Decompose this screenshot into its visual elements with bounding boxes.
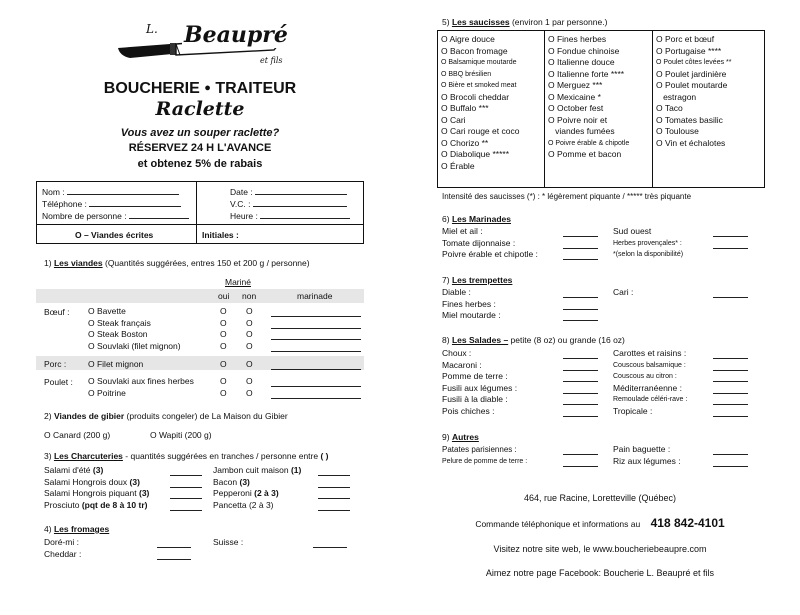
- list-item[interactable]: O Bavette: [88, 306, 126, 316]
- list-item[interactable]: O Poulet moutarde: [656, 80, 728, 90]
- list-item[interactable]: Macaroni :: [442, 359, 482, 370]
- list-item[interactable]: Pain baguette :: [613, 444, 671, 454]
- non-radio[interactable]: O: [246, 306, 253, 316]
- telephone-field[interactable]: Téléphone :: [42, 198, 181, 209]
- marinades-right-lines[interactable]: [713, 226, 748, 249]
- list-item[interactable]: O Poitrine: [88, 387, 126, 398]
- s8-heading: 8) Les Salades – petite (8 oz) ou grande (16 oz): [442, 335, 625, 345]
- marinade-lines-boeuf[interactable]: [271, 305, 361, 352]
- availability-note: *(selon la disponibilité): [613, 251, 684, 258]
- marinades-left: [442, 226, 538, 261]
- non-header: non: [242, 291, 257, 301]
- oui-radio[interactable]: O: [220, 306, 227, 316]
- s4-heading: 4) Les fromages: [44, 524, 110, 534]
- address: 464, rue Racine, Loretteville (Québec): [523, 493, 677, 503]
- marinade-line[interactable]: [271, 369, 361, 370]
- marinade-header: marinade: [297, 291, 333, 301]
- list-item[interactable]: O Cari: [441, 114, 466, 125]
- intensity-note: Intensité des saucisses (*) : * légèrement piquante / ***** très piquante: [442, 192, 692, 201]
- list-item[interactable]: Salami d'été (3): [44, 465, 104, 475]
- tagline-1: Vous avez un souper raclette?: [120, 127, 280, 139]
- charcuterie-left: [44, 465, 149, 511]
- list-item[interactable]: Choux :: [442, 348, 472, 358]
- list-item[interactable]: Carottes et raisins :: [613, 348, 687, 358]
- list-item[interactable]: O Vin et échalotes: [656, 137, 726, 148]
- autres-left: [442, 444, 527, 467]
- saucisses-col-1: [441, 34, 519, 172]
- poulet-non: [246, 376, 253, 399]
- title-dot: ●: [204, 82, 211, 94]
- salades-left: [442, 348, 517, 417]
- marinades-left-lines[interactable]: [563, 226, 598, 260]
- tagline-3: et obtenez 5% de rabais: [137, 158, 263, 170]
- non-radio[interactable]: O: [246, 376, 253, 386]
- trempettes-left: [442, 287, 501, 322]
- poulet-label: Poulet :: [44, 377, 73, 387]
- list-item[interactable]: Salami Hongrois doux (3): [44, 476, 140, 487]
- list-item[interactable]: O Poivre noir et: [548, 114, 608, 125]
- s5-heading: 5) Les saucisses (environ 1 par personne.): [442, 17, 608, 27]
- list-item[interactable]: O Balsamique moutarde: [441, 59, 517, 66]
- list-item[interactable]: Doré-mi :: [44, 537, 79, 547]
- salades-right-lines[interactable]: [713, 348, 748, 417]
- website-line[interactable]: Visitez notre site web, le www.boucheriebeaupre.com: [493, 544, 707, 554]
- list-item[interactable]: O Chorizo **: [441, 137, 489, 148]
- list-item[interactable]: O Italienne forte ****: [548, 68, 625, 79]
- list-item[interactable]: Fusili aux légumes :: [442, 382, 518, 393]
- fromages-left-lines[interactable]: [157, 537, 191, 560]
- viandes-ecrites-checkbox[interactable]: O – Viandes écrites: [75, 230, 154, 240]
- list-item[interactable]: Sud ouest: [613, 226, 652, 236]
- logo-name: Beaupré: [184, 22, 288, 48]
- list-item[interactable]: Couscous balsamique :: [613, 361, 686, 369]
- s7-heading: 7) Les trempettes: [442, 275, 513, 285]
- nom-field[interactable]: Nom :: [42, 186, 179, 197]
- list-item[interactable]: O Taco: [656, 103, 683, 113]
- non-radio[interactable]: O: [246, 340, 253, 351]
- s2-heading: 2) Viandes de gibier (produits congeler) de La Maison du Gibier: [44, 411, 288, 421]
- list-item[interactable]: O Porc et bœuf: [656, 34, 715, 44]
- list-item[interactable]: Pancetta (2 à 3): [213, 499, 274, 510]
- list-item[interactable]: O Portugaise ****: [656, 45, 722, 56]
- saucisses-col-2: [548, 34, 629, 161]
- list-item[interactable]: O Pomme et bacon: [548, 149, 622, 159]
- boeuf-label: Bœuf :: [44, 307, 70, 317]
- list-item[interactable]: O Mexicaine *: [548, 91, 601, 102]
- list-item[interactable]: Pepperoni (2 à 3): [213, 488, 279, 498]
- logo: [110, 14, 290, 74]
- canard-option[interactable]: O Canard (200 g): [44, 430, 111, 440]
- list-item[interactable]: Salami Hongrois piquant (3): [44, 488, 150, 498]
- list-item[interactable]: O BBQ brésilien: [441, 70, 492, 78]
- s9-heading: 9) Autres: [442, 432, 479, 442]
- header-title: [0, 80, 400, 98]
- list-item[interactable]: Bacon (3): [213, 476, 250, 487]
- list-item[interactable]: Prosciuto (pqt de 8 à 10 tr): [44, 499, 148, 510]
- list-item[interactable]: Riz aux légumes :: [613, 455, 681, 466]
- oui-radio[interactable]: O: [220, 387, 227, 398]
- non-radio[interactable]: O: [246, 359, 253, 369]
- oui-header: oui: [218, 291, 230, 301]
- s6-heading: 6) Les Marinades: [442, 214, 511, 224]
- non-radio[interactable]: O: [246, 387, 253, 398]
- list-item[interactable]: Diable :: [442, 287, 471, 297]
- list-item[interactable]: O Bacon fromage: [441, 45, 508, 56]
- list-item[interactable]: Pomme de terre :: [442, 371, 508, 381]
- title-traiteur: TRAITEUR: [215, 80, 297, 97]
- s1-heading: 1) Les viandes (Quantités suggérées, entres 150 et 200 g / personne): [44, 258, 310, 268]
- list-item[interactable]: O Poulet côtes levées **: [656, 59, 732, 66]
- facebook-line[interactable]: Aimez notre page Facebook: Boucherie L. Beaupré et fils: [485, 568, 715, 578]
- boeuf-list: [88, 306, 181, 352]
- list-item[interactable]: O Souvlaki aux fines herbes: [88, 376, 194, 386]
- fromages-left: [44, 537, 81, 560]
- list-item[interactable]: Méditerranéenne :: [613, 382, 682, 393]
- list-item[interactable]: O October fest: [548, 103, 604, 113]
- saucisses-col-3: [656, 34, 732, 149]
- list-item[interactable]: O Tomates basilic: [656, 114, 723, 125]
- initiales-field[interactable]: Initiales :: [202, 230, 239, 240]
- non-radio[interactable]: O: [246, 329, 253, 339]
- charcuterie-right: [213, 465, 301, 511]
- logo-suffix: et fils: [260, 56, 283, 65]
- salades-left-lines[interactable]: [563, 348, 598, 417]
- list-item[interactable]: O Steak Boston: [88, 329, 148, 339]
- date-field[interactable]: Date :: [230, 186, 347, 197]
- list-item[interactable]: O Fondue chinoise: [548, 45, 620, 56]
- porc-label: Porc :: [44, 359, 67, 369]
- list-item[interactable]: O Diabolique *****: [441, 149, 510, 159]
- oui-radio[interactable]: O: [220, 376, 227, 386]
- boeuf-non: [246, 306, 253, 352]
- title-boucherie: BOUCHERIE: [103, 80, 200, 97]
- list-item[interactable]: O Poivre érable & chipotle: [548, 139, 630, 147]
- cari-label[interactable]: Cari :: [613, 287, 634, 297]
- list-item[interactable]: Jambon cuit maison (1): [213, 465, 302, 475]
- list-item[interactable]: O Érable: [441, 160, 475, 171]
- autres-right: [613, 444, 681, 467]
- list-item: viandes fumées: [548, 126, 615, 136]
- list-item[interactable]: Poivre érable et chipotle :: [442, 249, 538, 259]
- autres-left-lines[interactable]: [563, 444, 598, 467]
- list-item[interactable]: O Fines herbes: [548, 34, 607, 44]
- nb-personnes-field[interactable]: Nombre de personne :: [42, 210, 189, 221]
- wapiti-option[interactable]: O Wapiti (200 g): [150, 430, 212, 440]
- list-item: estragon: [656, 91, 697, 102]
- heure-field[interactable]: Heure :: [230, 210, 350, 221]
- list-item[interactable]: Fusili à la diable :: [442, 394, 508, 404]
- s3-heading: 3) Les Charcuteries - quantités suggérées en tranches / personne entre ( ): [44, 451, 329, 461]
- list-item[interactable]: O Cari rouge et coco: [441, 126, 520, 136]
- list-item[interactable]: Pelure de pomme de terre :: [442, 457, 528, 465]
- list-item[interactable]: O Buffalo ***: [441, 103, 489, 113]
- vc-field[interactable]: V.C. :: [230, 198, 347, 209]
- list-item[interactable]: O Italienne douce: [548, 57, 615, 67]
- cari-line[interactable]: [713, 297, 748, 298]
- list-item[interactable]: Cheddar :: [44, 548, 82, 559]
- autres-right-lines[interactable]: [713, 444, 748, 467]
- charcuterie-left-lines[interactable]: [170, 465, 202, 511]
- non-radio[interactable]: O: [246, 317, 253, 328]
- list-item[interactable]: Miel moutarde :: [442, 310, 501, 320]
- list-item[interactable]: O Poulet jardinière: [656, 68, 727, 79]
- porc-row: [36, 356, 364, 370]
- list-item[interactable]: Tropicale :: [613, 405, 653, 416]
- tagline-2: RÉSERVEZ 24 H L'AVANCE: [128, 142, 272, 154]
- charcuterie-right-lines[interactable]: [318, 465, 350, 511]
- oui-radio[interactable]: O: [220, 359, 227, 369]
- oui-radio[interactable]: O: [220, 340, 227, 351]
- list-item[interactable]: Remoulade céléri-rave :: [613, 396, 688, 403]
- marinade-lines-poulet[interactable]: [271, 375, 361, 399]
- phone-line: Commande téléphonique et informations au 418 842-4101: [475, 516, 725, 530]
- oui-radio[interactable]: O: [220, 317, 227, 328]
- customer-form: [36, 181, 364, 244]
- salades-right: [613, 348, 687, 417]
- list-item[interactable]: Couscous au citron :: [613, 373, 677, 380]
- list-item[interactable]: Pois chiches :: [442, 405, 495, 416]
- poulet-oui: [220, 376, 227, 399]
- list-item[interactable]: O Merguez ***: [548, 80, 603, 90]
- oui-radio[interactable]: O: [220, 329, 227, 339]
- phone-number[interactable]: 418 842-4101: [650, 516, 725, 530]
- trempettes-left-lines[interactable]: [563, 287, 598, 321]
- logo-prefix: L.: [146, 22, 158, 36]
- suisse-line[interactable]: [313, 547, 347, 548]
- list-item[interactable]: O Bière et smoked meat: [441, 82, 517, 89]
- list-item[interactable]: Herbes provençales* :: [613, 239, 682, 247]
- list-item[interactable]: O Toulouse: [656, 126, 699, 136]
- marinades-right: [613, 226, 683, 261]
- suisse-label[interactable]: Suisse :: [213, 537, 244, 547]
- list-item[interactable]: O Filet mignon: [88, 359, 144, 369]
- poulet-list: [88, 376, 194, 399]
- list-item[interactable]: O Aigre douce: [441, 34, 495, 44]
- list-item[interactable]: O Steak français: [88, 317, 151, 328]
- list-item[interactable]: Patates parisiennes :: [442, 445, 517, 454]
- script-title: Raclette: [155, 98, 245, 120]
- list-item[interactable]: O Brocoli cheddar: [441, 91, 510, 102]
- list-item[interactable]: Miel et ail :: [442, 226, 483, 236]
- marine-header: Mariné: [225, 277, 251, 287]
- boeuf-oui: [220, 306, 227, 352]
- list-item[interactable]: Tomate dijonnaise :: [442, 237, 516, 248]
- list-item[interactable]: Fines herbes :: [442, 298, 496, 309]
- list-item[interactable]: O Souvlaki (filet mignon): [88, 340, 181, 351]
